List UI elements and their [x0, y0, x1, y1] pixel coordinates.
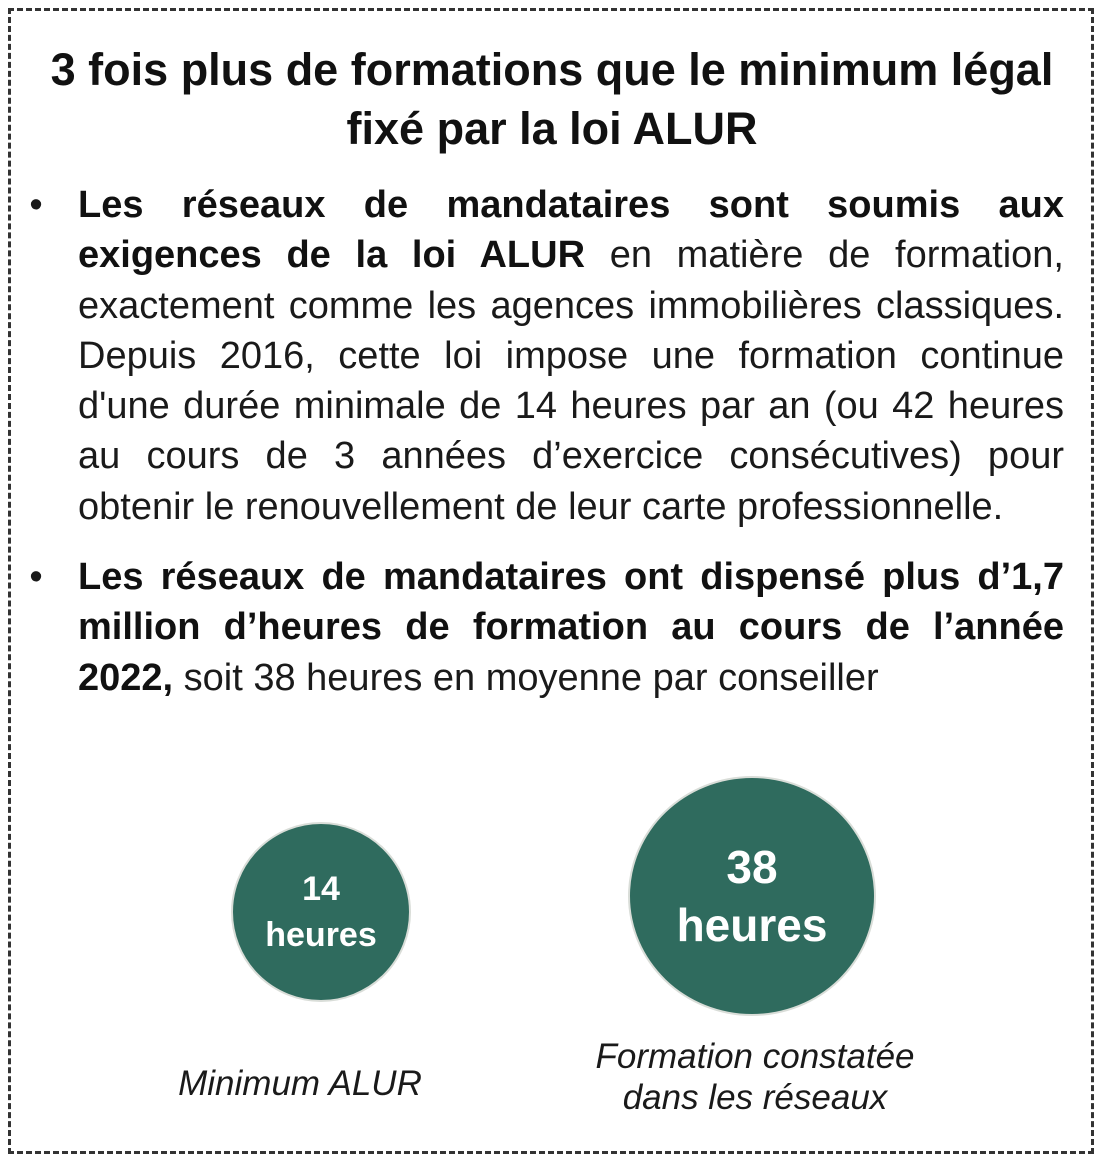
bullet-body-text: en matière de formation, exactement comme les agences immobilières classiques. Depuis 2016, cette loi impose une formation continue d'une durée minimale de 14 heures par an (ou 42 heures au cours de 3 années d’exercice consécutives) pour obtenir le renouvellement de leur carte professionnelle. — [78, 234, 1064, 528]
bullet-bold-text: Les réseaux de mandataires ont dispensé plus d’1,7 million d’heures de formation au cours de l’année 2022, — [78, 556, 1064, 699]
minimum-caption: Minimum ALUR — [178, 1064, 422, 1103]
observed-caption-line-2: dans les réseaux — [622, 1078, 888, 1117]
bullet-item-training-hours — [29, 552, 1064, 703]
observed-hours-value: 38 — [726, 841, 778, 893]
bullet-item-alur-requirements — [29, 180, 1064, 532]
observed-hours-unit: heures — [676, 899, 828, 951]
bullet-icon: • — [29, 556, 43, 599]
minimum-hours-unit: heures — [265, 916, 377, 954]
bullet-body-text: soit 38 heures en moyenne par conseiller — [173, 656, 879, 699]
observed-caption-line-1: Formation constatée — [595, 1037, 915, 1076]
minimum-hours-circle — [231, 822, 411, 1002]
observed-caption — [540, 1036, 970, 1118]
bullet-bold-text: Les réseaux de mandataires sont soumis aux exigences de la loi ALUR — [78, 184, 1064, 277]
minimum-hours-value: 14 — [302, 870, 340, 908]
bullet-icon: • — [29, 184, 43, 226]
page-title: 3 fois plus de formations que le minimum légal fixé par la loi ALUR — [50, 44, 1054, 154]
observed-hours-circle — [628, 776, 876, 1016]
bullet-list — [29, 180, 1064, 703]
